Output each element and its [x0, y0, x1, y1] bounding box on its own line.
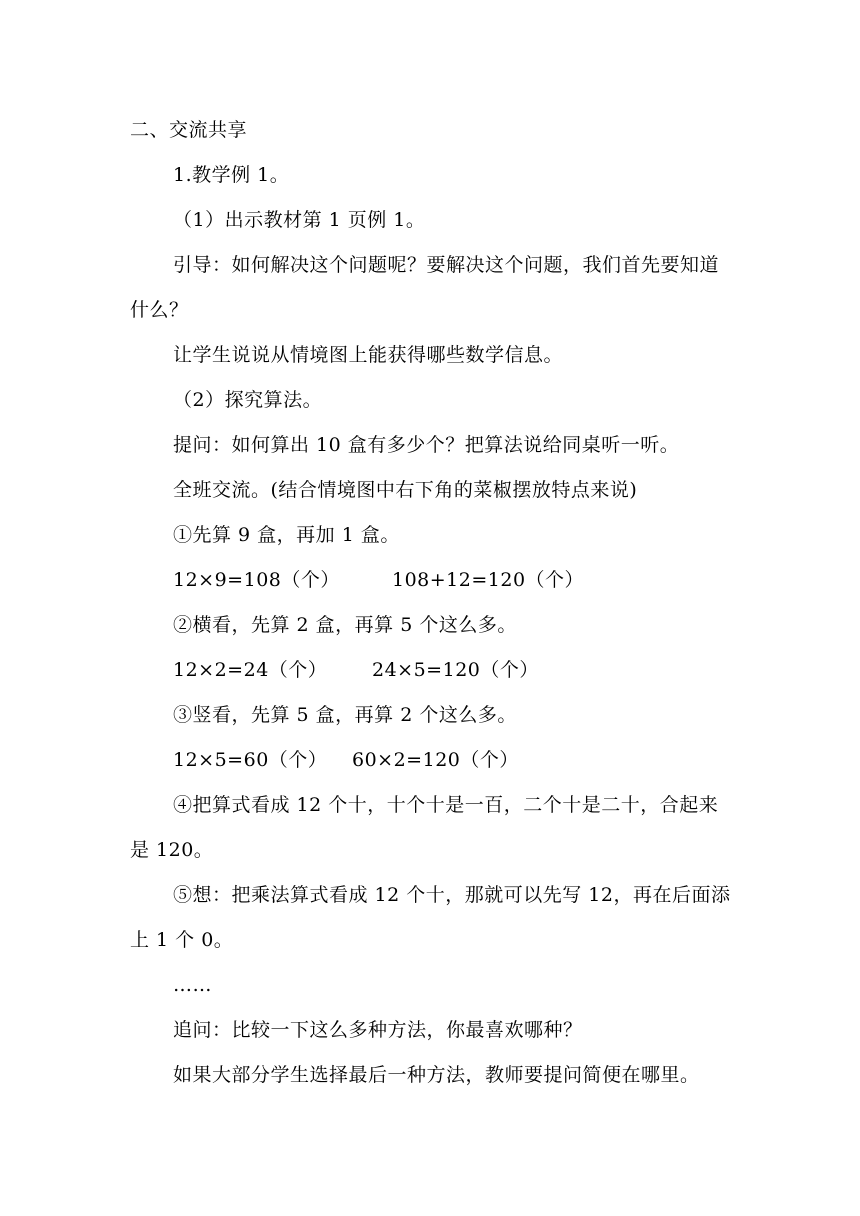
guide-line-2: 什么？: [130, 299, 189, 321]
item-1: 1.教学例 1。: [173, 164, 290, 186]
section-heading: 二、交流共享: [130, 119, 248, 141]
class-exchange: 全班交流。(结合情境图中右下角的菜椒摆放特点来说): [173, 479, 638, 501]
students-info: 让学生说说从情境图上能获得哪些数学信息。: [173, 344, 564, 366]
closing-note: 如果大部分学生选择最后一种方法，教师要提问简便在哪里。: [173, 1064, 700, 1086]
calc-3b: 60×2=120（个）: [352, 749, 519, 771]
ellipsis: ……: [173, 974, 212, 996]
method-4-line-2: 是 120。: [130, 839, 214, 861]
guide-line-1: 引导：如何解决这个问题呢？要解决这个问题，我们首先要知道: [173, 254, 720, 276]
sub-item-2: （2）探究算法。: [173, 389, 323, 411]
method-3: ③竖看，先算 5 盒，再算 2 个这么多。: [173, 704, 517, 726]
method-5-line-2: 上 1 个 0。: [130, 929, 234, 951]
method-5-line-1: ⑤想：把乘法算式看成 12 个十，那就可以先写 12，再在后面添: [173, 884, 731, 906]
calc-3a: 12×5=60（个）: [173, 749, 328, 771]
calc-1a: 12×9=108（个）: [173, 569, 340, 591]
method-2: ②横看，先算 2 盒，再算 5 个这么多。: [173, 614, 517, 636]
calc-2a: 12×2=24（个）: [173, 659, 328, 681]
calc-2b: 24×5=120（个）: [372, 659, 539, 681]
method-4-line-1: ④把算式看成 12 个十，十个十是一百，二个十是二十，合起来: [173, 794, 719, 816]
follow-up-question: 追问：比较一下这么多种方法，你最喜欢哪种？: [173, 1019, 583, 1041]
question: 提问：如何算出 10 盒有多少个？把算法说给同桌听一听。: [173, 434, 680, 456]
sub-item-1: （1）出示教材第 1 页例 1。: [173, 209, 426, 231]
method-1: ①先算 9 盒，再加 1 盒。: [173, 524, 400, 546]
calc-1b: 108+12=120（个）: [392, 569, 585, 591]
